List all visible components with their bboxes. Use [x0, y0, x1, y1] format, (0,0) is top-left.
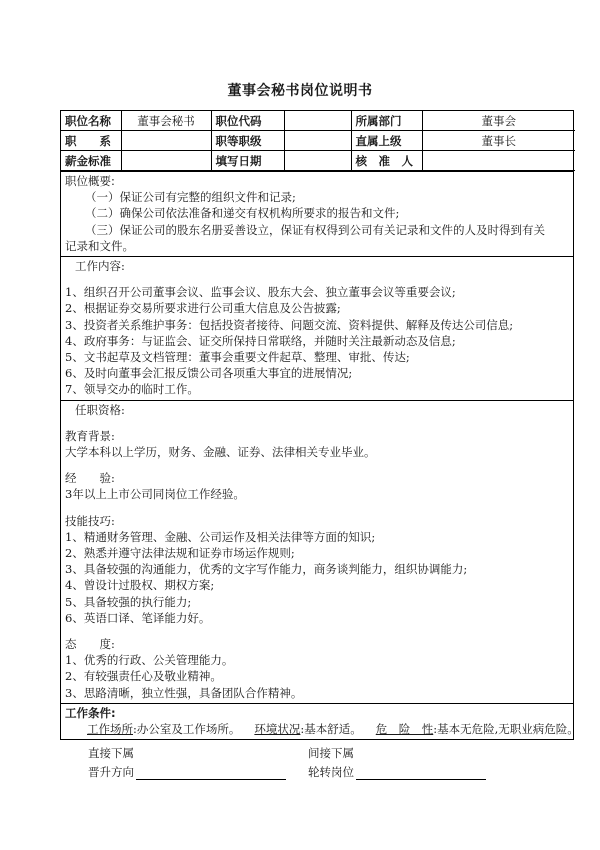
- supervisor-label: 直属上级: [351, 131, 422, 151]
- attitude-item: 3、思路清晰，独立性强，具备团队合作精神。: [65, 685, 303, 700]
- conditions-row: [65, 721, 579, 737]
- position-code-value: [284, 111, 351, 131]
- overview-line: 记录和文件。: [65, 238, 134, 253]
- conditions-section: [61, 703, 579, 739]
- work-place-label: 工作场所: [87, 722, 133, 737]
- skill-item: 6、英语口译、笔译能力好。: [65, 610, 211, 625]
- qualifications-heading: 任职资格:: [75, 402, 125, 417]
- overview-line: （一）保证公司有完整的组织文件和记录;: [85, 190, 296, 205]
- department-label: 所属部门: [351, 111, 422, 131]
- grade-label: 职等职级: [211, 131, 284, 151]
- reporting-lines: [88, 742, 528, 780]
- overview-heading: 职位概要:: [65, 174, 115, 188]
- duties-section: [61, 256, 573, 400]
- skill-item: 4、曾设计过股权、期权方案;: [65, 578, 215, 593]
- promotion-blank-line: [136, 765, 286, 780]
- risk: [376, 721, 579, 737]
- header-row: [61, 151, 575, 171]
- position-name-label: 职位名称: [61, 111, 121, 131]
- rotation-label: 轮转岗位: [308, 765, 354, 779]
- environment: [254, 721, 361, 737]
- overview-section: [61, 171, 573, 256]
- overview-line: （二）确保公司依法准备和递交有权机构所要求的报告和文件;: [85, 206, 400, 221]
- duty-item: 6、及时向董事会汇报反馈公司各项重大事宜的进展情况;: [65, 366, 353, 381]
- experience-heading: 经 验:: [65, 471, 115, 486]
- education-text: 大学本科以上学历，财务、金融、证券、法律相关专业毕业。: [65, 445, 376, 460]
- salary-label: 薪金标准: [61, 151, 121, 171]
- position-name-value: 董事会秘书: [121, 111, 211, 131]
- skill-item: 2、熟悉并遵守法律法规和证券市场运作规则;: [65, 546, 295, 561]
- risk-value: :基本无危险,无职业病危险。: [433, 722, 579, 737]
- indirect-subordinate-label: 间接下属: [308, 746, 354, 760]
- skill-item: 5、具备较强的执行能力;: [65, 594, 192, 609]
- job-description-form: [60, 110, 579, 740]
- duty-item: 4、政府事务：与证监会、证交所保持日常联络，并随时关注最新动态及信息;: [65, 333, 456, 348]
- environment-label: 环境状况: [254, 722, 301, 737]
- qualifications-section: [61, 400, 573, 703]
- supervisor-value: 董事长: [422, 131, 575, 151]
- skill-item: 3、具备较强的沟通能力，优秀的文字写作能力，商务谈判能力，组织协调能力;: [65, 562, 468, 577]
- position-code-label: 职位代码: [211, 111, 284, 131]
- work-place: [87, 721, 240, 737]
- education-heading: 教育背景:: [65, 428, 115, 443]
- attitude-heading: 态 度:: [65, 637, 115, 652]
- approver-value: [422, 151, 575, 171]
- duty-item: 5、文书起草及文档管理：董事会重要文件起草、整理、审批、传达;: [65, 350, 410, 365]
- header-row: [61, 131, 575, 151]
- conditions-heading: 工作条件:: [65, 705, 116, 720]
- footer-row: [88, 742, 528, 761]
- header-table: [61, 111, 575, 171]
- document-title: 董事会秘书岗位说明书: [227, 83, 373, 99]
- salary-value: [121, 151, 211, 171]
- duty-item: 2、根据证券交易所要求进行公司重大信息及公告披露;: [65, 301, 341, 316]
- header-row: [61, 111, 575, 131]
- risk-label: 危 险 性: [375, 722, 434, 737]
- work-place-value: :办公室及工作场所。: [133, 722, 241, 737]
- duties-heading: 工作内容:: [75, 259, 125, 274]
- rotation-blank-line: [356, 765, 486, 780]
- department-value: 董事会: [422, 111, 575, 131]
- job-family-label: 职 系: [61, 131, 121, 151]
- duty-item: 7、领导交办的临时工作。: [65, 382, 199, 397]
- fill-date-value: [284, 151, 351, 171]
- direct-subordinate-label: 直接下属: [88, 746, 134, 760]
- overview-line: （三）保证公司的股东名册妥善设立，保证有权得到公司有关记录和文件的人及时得到有关: [85, 222, 545, 237]
- footer-row: [88, 761, 528, 780]
- skill-item: 1、精通财务管理、金融、公司运作及相关法律等方面的知识;: [65, 529, 376, 544]
- job-family-value: [121, 131, 211, 151]
- attitude-item: 1、优秀的行政、公关管理能力。: [65, 653, 234, 668]
- grade-value: [284, 131, 351, 151]
- promotion-label: 晋升方向: [88, 765, 134, 779]
- approver-label: 核 准 人: [351, 151, 422, 171]
- environment-value: :基本舒适。: [300, 722, 362, 737]
- duty-item: 1、组织召开公司董事会议、监事会议、股东大会、独立董事会议等重要会议;: [65, 285, 456, 300]
- skills-heading: 技能技巧:: [65, 513, 115, 528]
- attitude-item: 2、有较强责任心及敬业精神。: [65, 669, 222, 684]
- experience-text: 3年以上上市公司同岗位工作经验。: [65, 487, 245, 502]
- duty-item: 3、投资者关系维护事务：包括投资者接待、问题交流、资料提供、解释及传达公司信息;: [65, 317, 514, 332]
- fill-date-label: 填写日期: [211, 151, 284, 171]
